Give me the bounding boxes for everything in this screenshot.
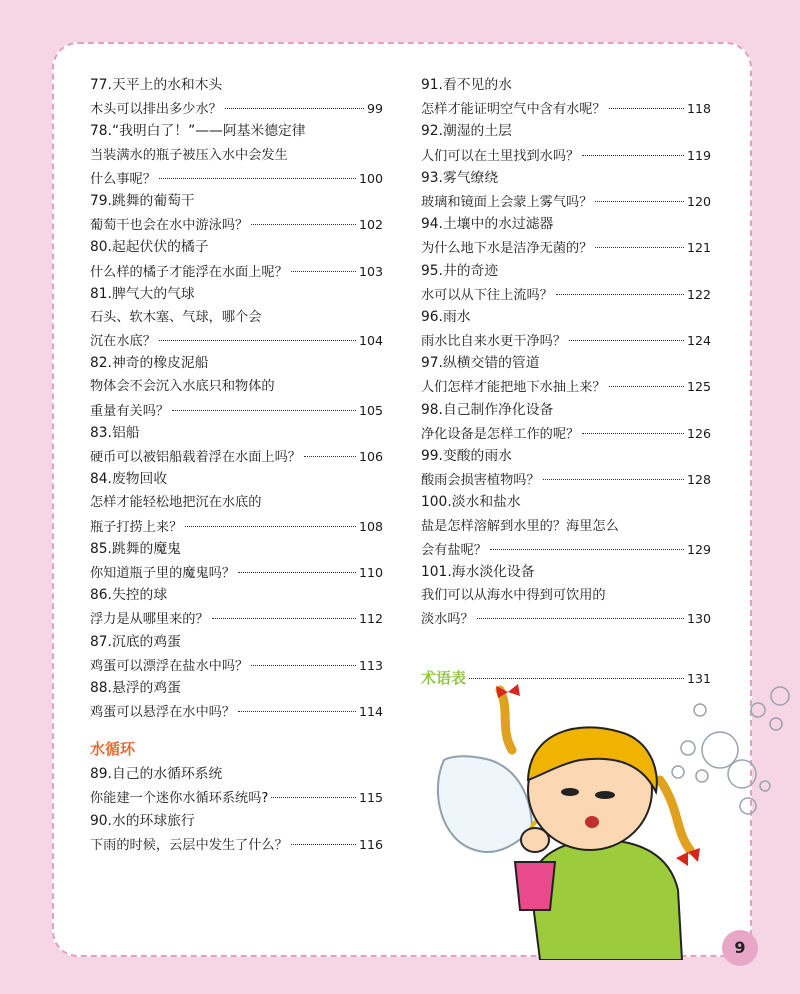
toc-page-number: 122 [686, 286, 711, 302]
bubble [702, 732, 738, 768]
leader-dots [609, 386, 684, 387]
toc-page-number: 121 [686, 240, 711, 256]
toc-entry-line [90, 654, 383, 677]
toc-entry-line [90, 833, 383, 856]
toc-entry-line [90, 167, 383, 190]
toc-entry-question: 怎样才能轻松地把沉在水底的 [90, 495, 262, 511]
toc-entry-line [90, 445, 383, 468]
toc-entry-question: 怎样才能证明空气中含有水呢？ [421, 102, 606, 118]
leader-dots [225, 108, 364, 109]
toc-entry-title[interactable]: 87.沉底的鸡蛋 [90, 633, 181, 650]
toc-entry-line [421, 190, 711, 213]
left-braid [500, 690, 512, 750]
leader-dots [469, 678, 684, 679]
leader-dots [159, 340, 356, 341]
toc-entry-line [90, 97, 383, 120]
toc-page-number: 126 [686, 425, 711, 441]
toc-entry-title[interactable]: 100.淡水和盐水 [421, 494, 521, 511]
toc-entry-question: 瓶子打捞上来？ [90, 519, 183, 535]
right-braid [660, 780, 690, 850]
toc-page-number: 113 [358, 657, 383, 673]
leader-dots [556, 294, 684, 295]
toc-entry-question: 你知道瓶子里的魔鬼吗？ [90, 565, 236, 581]
toc-entry-title[interactable]: 99.变酸的雨水 [421, 448, 512, 464]
toc-page-number: 120 [686, 193, 711, 209]
toc-entry-question: 当装满水的瓶子被压入水中会发生 [90, 147, 288, 163]
toc-entry-line [90, 561, 383, 584]
toc-entry-line [421, 236, 711, 259]
hand [521, 828, 549, 852]
leader-dots [185, 526, 356, 527]
toc-entry-question: 什么样的橘子才能浮在水面上呢？ [90, 264, 288, 280]
leader-dots [212, 618, 356, 619]
toc-entry-line [421, 538, 711, 561]
toc-entry-question: 硬币可以被铝船载着浮在水面上吗？ [90, 450, 301, 465]
toc-page-number: 118 [686, 101, 711, 117]
toc-entry-question: 净化设备是怎样工作的呢？ [421, 426, 580, 442]
toc-entry-title[interactable]: 101.海水淡化设备 [421, 563, 535, 580]
leader-dots [291, 844, 356, 845]
toc-entry-question: 盐是怎样溶解到水里的？海里怎么 [421, 518, 619, 534]
toc-entry-line [421, 144, 711, 167]
toc-entry-line [90, 786, 383, 809]
toc-entry-line [421, 422, 711, 445]
toc-page-number: 110 [358, 564, 383, 580]
page-number-badge: 9 [722, 930, 758, 966]
toc-page-number: 124 [686, 333, 711, 349]
toc-entry-line [421, 584, 711, 607]
bubble [770, 718, 782, 730]
toc-entry-question: 石头、软木塞、气球，哪个会 [90, 309, 262, 325]
toc-page-number: 100 [358, 170, 383, 186]
toc-page-number: 115 [358, 790, 383, 806]
toc-right-column [421, 74, 711, 631]
toc-entry-title[interactable]: 93.雾气缭绕 [421, 169, 499, 186]
toc-entry-question: 人们怎样才能把地下水抽上来？ [421, 380, 606, 396]
toc-entry-title[interactable]: 84.废物回收 [90, 471, 168, 488]
bubble [672, 766, 684, 778]
toc-entry-title[interactable]: 92.潮湿的土层 [421, 123, 512, 140]
toc-entry-question: 淡水吗？ [421, 612, 474, 628]
toc-page-number: 129 [686, 541, 711, 557]
toc-entry-title[interactable]: 79.跳舞的葡萄干 [90, 192, 195, 209]
glossary-label: 术语表 [421, 669, 467, 687]
leader-dots [609, 108, 684, 109]
toc-entry-line [421, 97, 711, 120]
leader-dots [543, 479, 684, 480]
toc-entry-title[interactable]: 97.纵横交错的管道 [421, 355, 540, 372]
bubble [681, 741, 695, 755]
toc-entry-question: 酸雨会损害植物吗？ [421, 473, 540, 489]
toc-entry-title[interactable]: 77.天平上的水和木头 [90, 77, 223, 93]
toc-entry-line [421, 283, 711, 306]
leader-dots [159, 178, 356, 179]
toc-entry-question: 鸡蛋可以悬浮在水中吗？ [90, 705, 236, 721]
toc-page-number: 130 [686, 611, 711, 627]
toc-entry-title[interactable]: 78.“我明白了！”——阿基米德定律 [90, 123, 306, 140]
toc-entry-question: 人们可以在土里找到水吗？ [421, 148, 580, 164]
toc-entry-title[interactable]: 80.起起伏伏的橘子 [90, 239, 209, 256]
toc-page-number: 99 [366, 101, 383, 117]
toc-entry-question: 下雨的时候，云层中发生了什么？ [90, 837, 288, 853]
bubble [771, 687, 789, 705]
toc-entry-question: 木头可以排出多少水？ [90, 102, 222, 118]
bubble [760, 781, 770, 791]
toc-entry-title[interactable]: 82.神奇的橡皮泥船 [90, 355, 209, 372]
toc-entry-question: 物体会不会沉入水底只和物体的 [90, 379, 275, 395]
bubble [751, 703, 765, 717]
toc-entry-line [90, 260, 383, 283]
toc-page-number: 104 [358, 333, 383, 349]
leader-dots [251, 665, 356, 666]
toc-page-number: 128 [686, 472, 711, 488]
toc-entry-line [421, 329, 711, 352]
section-title: 水循环 [90, 740, 136, 759]
toc-entry-question: 你能建一个迷你水循环系统吗? [90, 791, 269, 807]
toc-page-number: 125 [686, 379, 711, 395]
leader-dots [595, 247, 684, 248]
toc-entry-question: 我们可以从海水中得到可饮用的 [421, 588, 606, 604]
toc-entry-title[interactable]: 91.看不见的水 [421, 77, 512, 93]
toc-entry-title[interactable]: 83.铝船 [90, 424, 140, 441]
leader-dots [569, 340, 684, 341]
toc-entry-line [421, 375, 711, 398]
toc-entry-question: 葡萄干也会在水中游泳吗？ [90, 218, 249, 234]
toc-page-number: 106 [358, 449, 383, 464]
leader-dots [490, 549, 684, 550]
toc-entry-line [421, 515, 711, 538]
toc-left-column [90, 74, 383, 856]
leader-dots [238, 711, 356, 712]
toc-entry-question: 鸡蛋可以漂浮在盐水中吗？ [90, 658, 249, 674]
toc-entry-line [90, 607, 383, 630]
leader-dots [477, 618, 684, 619]
toc-entry-question: 水可以从下往上流吗？ [421, 287, 553, 303]
toc-page-number: 116 [358, 836, 383, 852]
leader-dots [304, 456, 356, 457]
toc-entry-question: 玻璃和镜面上会蒙上雾气吗？ [421, 194, 593, 210]
toc-entry-question: 什么事呢？ [90, 171, 156, 187]
section-spacer [90, 723, 383, 735]
toc-entry-line [90, 144, 383, 167]
leader-dots [582, 433, 684, 434]
toc-entry-question: 重量有关吗？ [90, 403, 170, 419]
toc-entry-title[interactable]: 90.水的环球旅行 [90, 812, 195, 829]
toc-entry-title[interactable]: 89.自己的水循环系统 [90, 766, 223, 783]
toc-page-number: 119 [686, 147, 711, 163]
toc-page-number: 114 [358, 704, 383, 720]
big-bubble [438, 756, 532, 852]
toc-entry-question: 雨水比自来水更干净吗？ [421, 334, 567, 350]
toc-entry-line [90, 306, 383, 329]
toc-entry-line [90, 329, 383, 352]
toc-entry-line [90, 399, 383, 422]
toc-entry-line [90, 213, 383, 236]
green-shirt [530, 840, 682, 960]
toc-entry-title[interactable]: 86.失控的球 [90, 587, 168, 604]
toc-entry-title[interactable]: 94.土壤中的水过滤器 [421, 216, 554, 233]
leader-dots [271, 797, 356, 798]
toc-entry-question: 会有盐呢？ [421, 542, 487, 558]
leader-dots [172, 410, 356, 411]
leader-dots [595, 201, 684, 202]
toc-entry-line [90, 515, 383, 538]
toc-page-number: 112 [358, 611, 383, 627]
toc-entry-title[interactable]: 98.自己制作净化设备 [421, 401, 554, 418]
leader-dots [582, 155, 684, 156]
leader-dots [291, 271, 356, 272]
toc-entry-line [90, 375, 383, 398]
toc-page-number: 102 [358, 217, 383, 233]
toc-entry-question: 沉在水底？ [90, 334, 156, 350]
glossary-page: 131 [686, 671, 711, 686]
bubble [728, 760, 756, 788]
bubble [696, 770, 708, 782]
girl-blowing-bubbles-illustration [420, 680, 800, 960]
leader-dots [238, 572, 356, 573]
toc-entry-line [421, 607, 711, 630]
toc-entry-title[interactable]: 95.井的奇迹 [421, 262, 499, 279]
toc-entry-line [421, 468, 711, 491]
toc-entry-line [90, 700, 383, 723]
toc-entry-title[interactable]: 85.跳舞的魔鬼 [90, 540, 181, 557]
toc-entry-line [90, 491, 383, 514]
toc-page-number: 105 [358, 402, 383, 418]
toc-entry-question: 浮力是从哪里来的？ [90, 612, 209, 628]
bubble [694, 704, 706, 716]
toc-entry-title[interactable]: 96.雨水 [421, 308, 471, 325]
toc-entry-question: 为什么地下水是洁净无菌的？ [421, 241, 593, 257]
bubble [740, 798, 756, 814]
toc-page-number: 108 [358, 518, 383, 534]
toc-entry-title[interactable]: 81.脾气大的气球 [90, 285, 195, 302]
leader-dots [251, 224, 356, 225]
pink-cup [515, 862, 555, 910]
toc-page-number: 103 [358, 263, 383, 279]
toc-entry-title[interactable]: 88.悬浮的鸡蛋 [90, 679, 181, 696]
